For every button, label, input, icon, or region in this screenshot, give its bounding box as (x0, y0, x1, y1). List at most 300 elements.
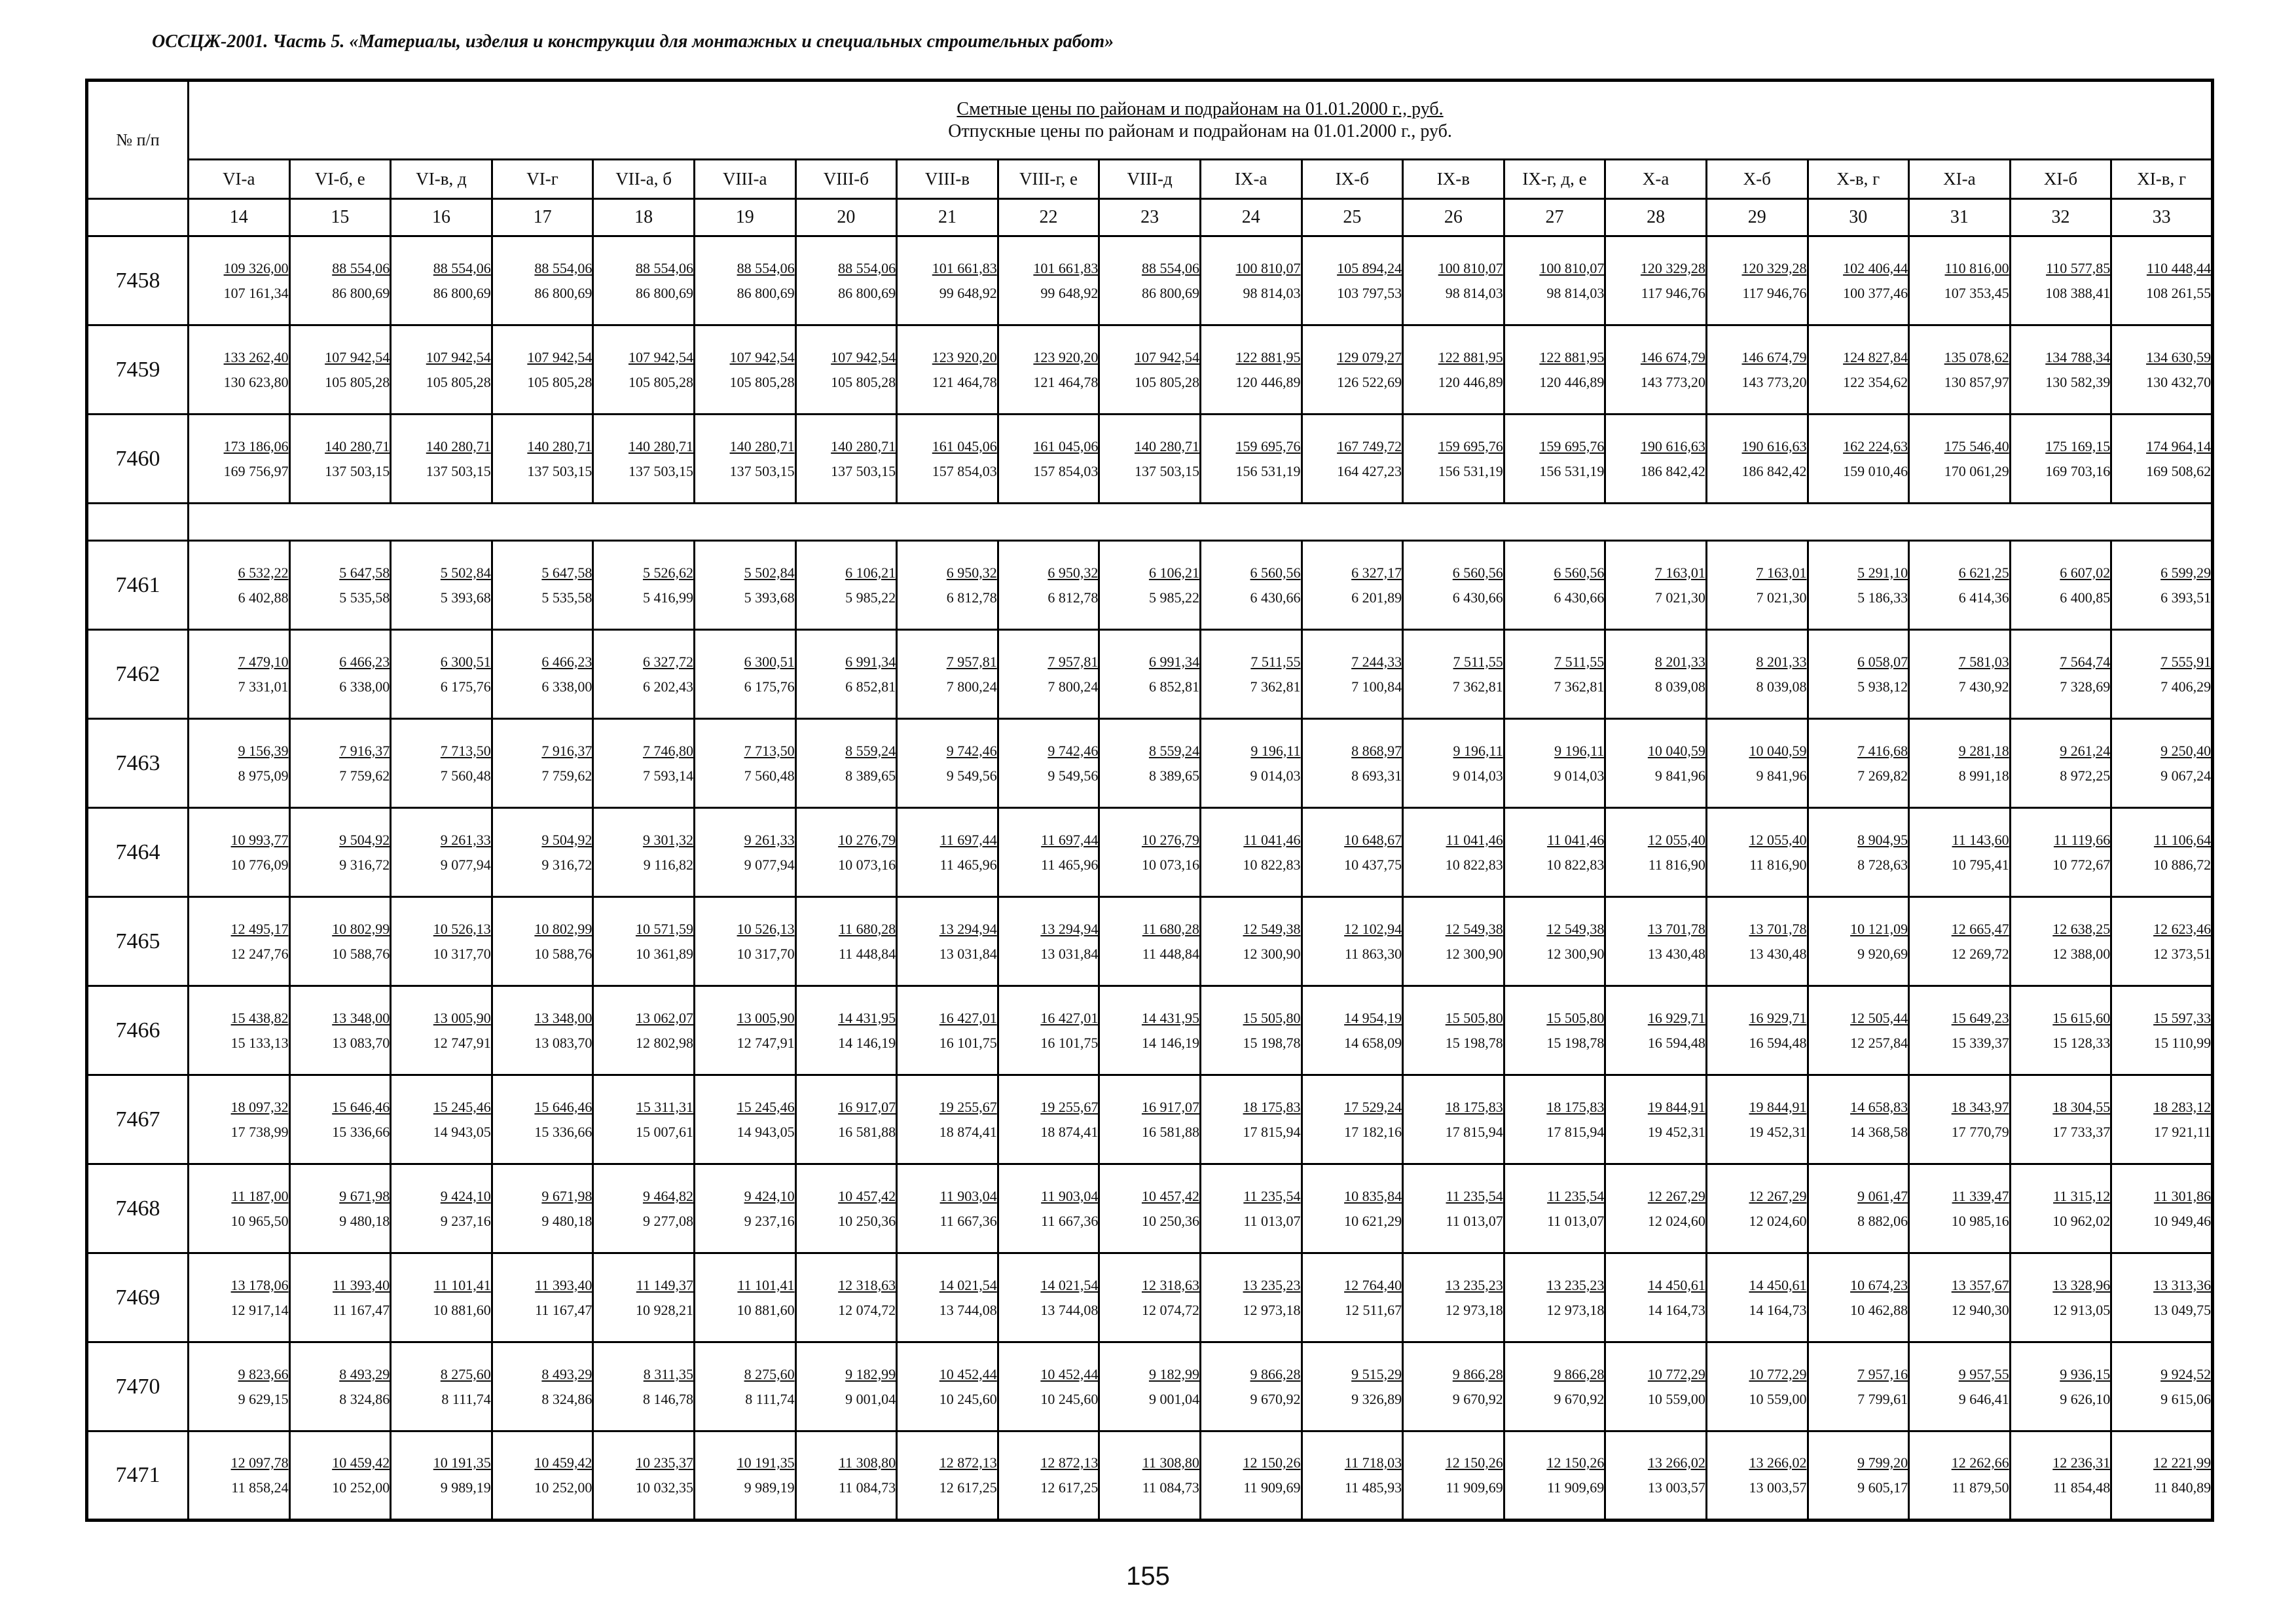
price-cell (897, 1431, 998, 1521)
estimate-price: 13 062,07 (635, 1009, 693, 1026)
release-price: 9 549,56 (1048, 767, 1099, 784)
column-number: 29 (1706, 199, 1808, 236)
price-cell (492, 541, 593, 630)
price-cell (1909, 719, 2011, 808)
price-cell (189, 986, 290, 1075)
price-cell (694, 325, 795, 415)
column-number: 21 (897, 199, 998, 236)
price-cell (1200, 719, 1302, 808)
price-cell (189, 1164, 290, 1253)
price-cell (1504, 1342, 1605, 1431)
estimate-price: 18 175,83 (1546, 1098, 1605, 1115)
estimate-price: 13 328,96 (2052, 1276, 2111, 1293)
release-price: 14 164,73 (1749, 1301, 1807, 1318)
estimate-price: 110 448,44 (2146, 259, 2212, 276)
estimate-price: 6 058,07 (1857, 653, 1908, 670)
price-cell (593, 1253, 695, 1342)
release-price: 137 503,15 (1134, 462, 1199, 479)
release-price: 16 594,48 (1749, 1034, 1807, 1051)
estimate-price: 14 450,61 (1749, 1276, 1807, 1293)
price-cell (1099, 1164, 1201, 1253)
price-cell (1099, 630, 1201, 719)
price-cell (1706, 1075, 1808, 1164)
price-cell (593, 630, 695, 719)
release-price: 108 388,41 (2045, 284, 2111, 301)
release-price: 12 617,25 (939, 1479, 997, 1496)
estimate-price: 7 416,68 (1857, 742, 1908, 759)
price-cell (289, 630, 391, 719)
price-cell (1200, 630, 1302, 719)
release-price: 11 084,73 (1142, 1479, 1199, 1496)
estimate-price: 13 701,78 (1647, 920, 1705, 937)
column-number: 18 (593, 199, 695, 236)
estimate-price: 140 280,71 (1134, 437, 1199, 454)
release-price: 15 198,78 (1243, 1034, 1301, 1051)
price-cell (391, 1342, 492, 1431)
estimate-price: 11 101,41 (433, 1276, 491, 1293)
column-number: 15 (289, 199, 391, 236)
estimate-price: 16 917,07 (1141, 1098, 1199, 1115)
estimate-price: 16 427,01 (939, 1009, 997, 1026)
estimate-price: 5 647,58 (339, 564, 390, 581)
table-row (87, 986, 2213, 1075)
estimate-price: 10 452,44 (1040, 1365, 1099, 1382)
estimate-price: 88 554,06 (433, 259, 491, 276)
price-cell (1403, 325, 1504, 415)
price-cell (795, 897, 897, 986)
release-price: 6 852,81 (845, 678, 896, 695)
price-cell (289, 236, 391, 325)
price-cell (2010, 1075, 2111, 1164)
release-price: 7 021,30 (1654, 589, 1705, 606)
column-header: IX-в (1403, 160, 1504, 199)
release-price: 12 074,72 (1141, 1301, 1199, 1318)
price-cell (1099, 808, 1201, 897)
release-price: 137 503,15 (729, 462, 795, 479)
release-price: 130 857,97 (1944, 373, 2009, 390)
estimate-price: 100 810,07 (1235, 259, 1301, 276)
release-price: 13 003,57 (1647, 1479, 1705, 1496)
release-price: 186 842,42 (1640, 462, 1705, 479)
price-cell (1909, 1075, 2011, 1164)
price-cell (694, 630, 795, 719)
release-price: 6 430,66 (1554, 589, 1605, 606)
price-cell (1403, 541, 1504, 630)
estimate-price: 12 665,47 (1951, 920, 2009, 937)
price-cell (1099, 1075, 1201, 1164)
price-cell (1403, 986, 1504, 1075)
price-cell (391, 630, 492, 719)
estimate-price: 140 280,71 (729, 437, 795, 454)
release-price: 105 805,28 (527, 373, 592, 390)
release-price: 103 797,53 (1337, 284, 1402, 301)
price-cell (1605, 719, 1707, 808)
price-cell (1808, 897, 1909, 986)
release-price: 13 430,48 (1749, 945, 1807, 962)
release-price: 10 962,02 (2052, 1212, 2111, 1229)
release-price: 14 146,19 (1141, 1034, 1199, 1051)
release-price: 121 464,78 (932, 373, 997, 390)
estimate-price: 13 701,78 (1749, 920, 1807, 937)
price-cell (1099, 897, 1201, 986)
release-price: 10 985,16 (1951, 1212, 2009, 1229)
release-price: 10 822,83 (1243, 856, 1301, 873)
price-cell (998, 1431, 1099, 1521)
table-row (87, 808, 2213, 897)
release-price: 105 805,28 (729, 373, 795, 390)
column-header: X-в, г (1808, 160, 1909, 199)
price-cell (1504, 415, 1605, 504)
estimate-price: 12 097,78 (230, 1454, 289, 1471)
estimate-price: 13 235,23 (1546, 1276, 1605, 1293)
estimate-price: 15 245,46 (737, 1098, 795, 1115)
estimate-price: 9 957,55 (1958, 1365, 2009, 1382)
column-number: 25 (1302, 199, 1403, 236)
price-cell (897, 630, 998, 719)
price-cell (1605, 986, 1707, 1075)
price-cell (2111, 986, 2213, 1075)
price-cell (1302, 1253, 1403, 1342)
release-price: 9 920,69 (1857, 945, 1908, 962)
estimate-price: 11 680,28 (1142, 920, 1199, 937)
release-price: 9 989,19 (744, 1479, 795, 1496)
column-header: XI-а (1909, 160, 2011, 199)
estimate-price: 12 505,44 (1850, 1009, 1908, 1026)
price-cell (492, 236, 593, 325)
release-price: 17 815,94 (1546, 1123, 1605, 1140)
price-cell (694, 1342, 795, 1431)
release-price: 11 465,96 (1041, 856, 1099, 873)
price-cell (189, 415, 290, 504)
release-price: 8 728,63 (1857, 856, 1908, 873)
estimate-price: 88 554,06 (838, 259, 896, 276)
price-cell (998, 897, 1099, 986)
price-cell (189, 1431, 290, 1521)
release-price: 10 361,89 (635, 945, 693, 962)
release-price: 6 430,66 (1250, 589, 1301, 606)
release-price: 143 773,20 (1741, 373, 1807, 390)
estimate-price: 8 559,24 (1148, 742, 1199, 759)
estimate-price: 7 244,33 (1351, 653, 1402, 670)
row-number: 7462 (87, 630, 189, 719)
release-price: 10 245,60 (939, 1390, 997, 1407)
release-price: 12 917,14 (230, 1301, 289, 1318)
release-price: 13 430,48 (1647, 945, 1705, 962)
price-cell (1808, 719, 1909, 808)
release-price: 159 010,46 (1843, 462, 1908, 479)
estimate-price: 162 224,63 (1843, 437, 1908, 454)
release-price: 9 067,24 (2160, 767, 2212, 784)
release-price: 10 795,41 (1951, 856, 2009, 873)
estimate-price: 134 630,59 (2146, 348, 2212, 365)
release-price: 15 336,66 (534, 1123, 592, 1140)
estimate-price: 13 313,36 (2153, 1276, 2212, 1293)
release-price: 169 756,97 (223, 462, 289, 479)
estimate-price: 11 308,80 (1142, 1454, 1199, 1471)
release-price: 9 629,15 (238, 1390, 289, 1407)
estimate-price: 122 881,95 (1235, 348, 1301, 365)
column-number: 28 (1605, 199, 1707, 236)
price-cell (897, 719, 998, 808)
price-cell (391, 1253, 492, 1342)
estimate-price: 13 178,06 (230, 1276, 289, 1293)
release-price: 117 946,76 (1742, 284, 1807, 301)
release-price: 10 437,75 (1344, 856, 1402, 873)
release-price: 7 560,48 (744, 767, 795, 784)
price-cell (1605, 1075, 1707, 1164)
release-price: 9 646,41 (1958, 1390, 2009, 1407)
release-price: 12 024,60 (1647, 1212, 1705, 1229)
price-cell (2111, 1075, 2213, 1164)
price-cell (1605, 325, 1707, 415)
estimate-price: 7 555,91 (2160, 653, 2212, 670)
estimate-price: 129 079,27 (1337, 348, 1402, 365)
estimate-price: 18 097,32 (230, 1098, 289, 1115)
estimate-price: 8 559,24 (845, 742, 896, 759)
table-row (87, 719, 2213, 808)
estimate-price: 9 196,11 (1250, 742, 1301, 759)
table-row (87, 1075, 2213, 1164)
price-cell (998, 1342, 1099, 1431)
release-price: 8 111,74 (441, 1390, 491, 1407)
price-cell (795, 1075, 897, 1164)
release-price: 17 182,16 (1344, 1123, 1402, 1140)
release-price: 10 822,83 (1546, 856, 1605, 873)
release-price: 7 362,81 (1250, 678, 1301, 695)
release-price: 10 252,00 (332, 1479, 390, 1496)
release-price: 17 815,94 (1243, 1123, 1301, 1140)
table-row (87, 1342, 2213, 1431)
estimate-price: 15 615,60 (2052, 1009, 2111, 1026)
row-number-header: № п/п (87, 81, 189, 199)
estimate-price: 6 560,56 (1452, 564, 1503, 581)
price-cell (2111, 897, 2213, 986)
estimate-price: 19 255,67 (939, 1098, 997, 1115)
price-cell (998, 630, 1099, 719)
release-price: 108 261,55 (2146, 284, 2212, 301)
estimate-price: 100 810,07 (1539, 259, 1605, 276)
document-header: ОССЦЖ-2001. Часть 5. «Материалы, изделия и конструкции для монтажных и специальных строительных работ» (152, 31, 1114, 52)
price-cell (1605, 1342, 1707, 1431)
price-cell (1706, 1164, 1808, 1253)
estimate-price: 88 554,06 (1141, 259, 1199, 276)
release-price: 11 909,69 (1547, 1479, 1605, 1496)
estimate-price: 12 318,63 (1141, 1276, 1199, 1293)
price-cell (492, 325, 593, 415)
estimate-price: 107 942,54 (325, 348, 390, 365)
estimate-price: 15 646,46 (534, 1098, 592, 1115)
estimate-price: 105 894,24 (1337, 259, 1402, 276)
release-price: 98 814,03 (1445, 284, 1503, 301)
estimate-price: 8 868,97 (1351, 742, 1402, 759)
release-price: 9 549,56 (946, 767, 997, 784)
release-price: 8 039,08 (1756, 678, 1807, 695)
estimate-price: 9 261,33 (440, 831, 491, 848)
estimate-price: 9 424,10 (744, 1187, 795, 1204)
release-price: 7 593,14 (642, 767, 693, 784)
release-price: 7 759,62 (339, 767, 390, 784)
price-cell (1302, 1431, 1403, 1521)
price-cell (1605, 415, 1707, 504)
price-cell (2010, 541, 2111, 630)
price-cell (1302, 1075, 1403, 1164)
release-price: 14 368,58 (1850, 1123, 1908, 1140)
estimate-price: 15 505,80 (1445, 1009, 1503, 1026)
release-price: 6 338,00 (541, 678, 592, 695)
estimate-price: 13 266,02 (1647, 1454, 1705, 1471)
price-cell (1504, 1075, 1605, 1164)
row-number: 7458 (87, 236, 189, 325)
release-price: 18 874,41 (1040, 1123, 1099, 1140)
release-price: 9 237,16 (744, 1212, 795, 1229)
row-number: 7461 (87, 541, 189, 630)
price-cell (1909, 1253, 2011, 1342)
estimate-price: 10 459,42 (332, 1454, 390, 1471)
row-number: 7463 (87, 719, 189, 808)
release-price: 9 001,04 (1148, 1390, 1199, 1407)
estimate-price: 6 607,02 (2060, 564, 2111, 581)
estimate-price: 9 261,33 (744, 831, 795, 848)
price-cell (897, 1075, 998, 1164)
estimate-price: 18 343,97 (1951, 1098, 2009, 1115)
release-price: 10 588,76 (534, 945, 592, 962)
estimate-price: 18 304,55 (2052, 1098, 2111, 1115)
release-price: 121 464,78 (1033, 373, 1099, 390)
price-cell (1200, 1431, 1302, 1521)
release-price: 156 531,19 (1539, 462, 1605, 479)
price-cell (593, 415, 695, 504)
estimate-price: 13 266,02 (1749, 1454, 1807, 1471)
price-cell (1200, 1075, 1302, 1164)
estimate-price: 11 235,54 (1243, 1187, 1301, 1204)
estimate-price: 7 511,55 (1250, 653, 1301, 670)
release-price: 11 013,07 (1446, 1212, 1503, 1229)
estimate-price: 11 187,00 (231, 1187, 289, 1204)
price-cell (1200, 325, 1302, 415)
release-price: 6 402,88 (238, 589, 289, 606)
estimate-price: 175 546,40 (1944, 437, 2009, 454)
estimate-price: 10 040,59 (1749, 742, 1807, 759)
price-cell (1200, 808, 1302, 897)
price-cell (1706, 808, 1808, 897)
release-price: 137 503,15 (628, 462, 693, 479)
release-price: 137 503,15 (325, 462, 390, 479)
release-price: 8 111,74 (745, 1390, 795, 1407)
price-cell (897, 415, 998, 504)
price-cell (2010, 1431, 2111, 1521)
price-cell (1909, 986, 2011, 1075)
estimate-price: 11 235,54 (1547, 1187, 1605, 1204)
release-price: 12 802,98 (635, 1034, 693, 1051)
estimate-price: 9 061,47 (1857, 1187, 1908, 1204)
price-cell (189, 897, 290, 986)
release-price: 9 116,82 (643, 856, 693, 873)
price-cell (694, 1431, 795, 1521)
release-price: 11 816,90 (1749, 856, 1807, 873)
price-cell (1302, 236, 1403, 325)
column-number: 26 (1403, 199, 1504, 236)
estimate-price: 12 267,29 (1749, 1187, 1807, 1204)
estimate-price: 5 647,58 (541, 564, 592, 581)
release-price: 11 863,30 (1344, 945, 1402, 962)
release-price: 7 800,24 (1048, 678, 1099, 695)
estimate-price: 13 348,00 (534, 1009, 592, 1026)
estimate-price: 120 329,28 (1640, 259, 1705, 276)
estimate-price: 7 746,80 (642, 742, 693, 759)
release-price: 9 841,96 (1756, 767, 1807, 784)
estimate-price: 161 045,06 (1033, 437, 1099, 454)
estimate-price: 13 357,67 (1951, 1276, 2009, 1293)
column-header: IX-б (1302, 160, 1403, 199)
release-price: 98 814,03 (1546, 284, 1605, 301)
price-cell (1099, 1342, 1201, 1431)
price-cell (492, 630, 593, 719)
column-header: VIII-г, е (998, 160, 1099, 199)
release-price: 12 940,30 (1951, 1301, 2009, 1318)
price-cell (795, 325, 897, 415)
price-cell (1403, 808, 1504, 897)
release-price: 11 448,84 (838, 945, 896, 962)
release-price: 9 001,04 (845, 1390, 896, 1407)
price-cell (694, 1253, 795, 1342)
release-price: 13 744,08 (939, 1301, 997, 1318)
estimate-price: 12 549,38 (1445, 920, 1503, 937)
price-cell (189, 719, 290, 808)
price-cell (1808, 808, 1909, 897)
column-number: 33 (2111, 199, 2213, 236)
price-cell (289, 541, 391, 630)
release-price: 9 989,19 (440, 1479, 491, 1496)
price-cell (1605, 1253, 1707, 1342)
price-cell (1909, 325, 2011, 415)
column-number: 14 (189, 199, 290, 236)
price-cell (1909, 1431, 2011, 1521)
estimate-price: 10 526,13 (433, 920, 491, 937)
estimate-price: 10 993,77 (230, 831, 289, 848)
estimate-price: 12 267,29 (1647, 1187, 1705, 1204)
estimate-price: 7 713,50 (744, 742, 795, 759)
table-row (87, 415, 2213, 504)
release-price: 8 389,65 (845, 767, 896, 784)
price-cell (593, 808, 695, 897)
release-price: 12 247,76 (230, 945, 289, 962)
release-price: 15 198,78 (1445, 1034, 1503, 1051)
separator-cell (87, 504, 189, 541)
release-price: 137 503,15 (527, 462, 592, 479)
price-cell (492, 1253, 593, 1342)
estimate-price: 9 261,24 (2060, 742, 2111, 759)
estimate-price: 12 764,40 (1344, 1276, 1402, 1293)
release-price: 98 814,03 (1243, 284, 1301, 301)
price-cell (289, 986, 391, 1075)
estimate-price: 9 504,92 (339, 831, 390, 848)
release-price: 6 175,76 (744, 678, 795, 695)
release-price: 10 250,36 (838, 1212, 896, 1229)
release-price: 11 854,48 (2053, 1479, 2111, 1496)
column-header: IX-а (1200, 160, 1302, 199)
release-price: 9 316,72 (339, 856, 390, 873)
release-price: 13 083,70 (534, 1034, 592, 1051)
price-cell (1504, 630, 1605, 719)
price-cell (2010, 986, 2111, 1075)
release-price: 8 146,78 (642, 1390, 693, 1407)
release-price: 16 594,48 (1647, 1034, 1705, 1051)
estimate-price: 6 621,25 (1958, 564, 2009, 581)
release-price: 11 167,47 (333, 1301, 390, 1318)
estimate-price: 7 957,81 (946, 653, 997, 670)
estimate-price: 5 291,10 (1857, 564, 1908, 581)
price-cell (2111, 541, 2213, 630)
